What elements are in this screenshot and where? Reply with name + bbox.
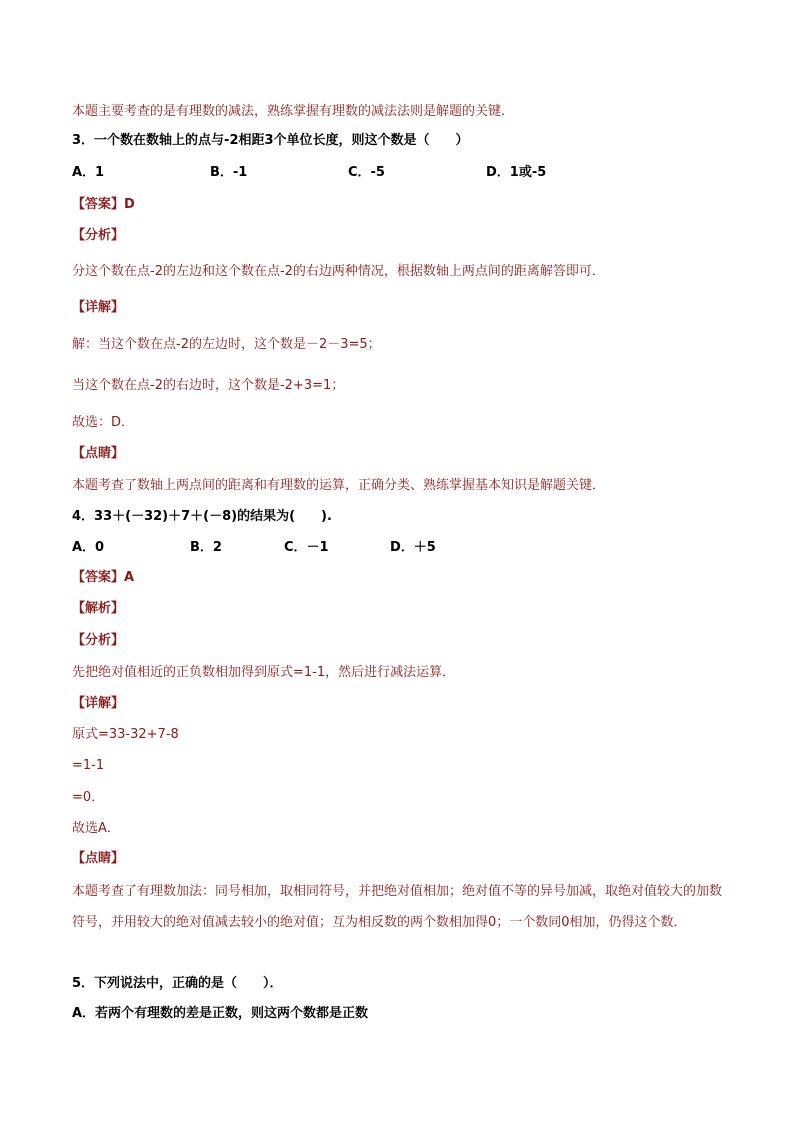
q4-choice: 故选A．	[72, 821, 120, 836]
q4-option-a: A．0	[72, 540, 105, 555]
q3-comment-text: 本题考查了数轴上两点间的距离和有理数的运算，正确分类、熟练掌握基本知识是解题关键．	[72, 478, 606, 493]
q4-option-d: D．＋5	[390, 540, 436, 555]
q3-option-c: C．-5	[348, 165, 385, 180]
q2-summary: 本题主要考查的是有理数的减法，熟练掌握有理数的减法法则是解题的关键．	[72, 104, 515, 119]
q3-option-b: B．-1	[210, 165, 248, 180]
q5-stem: 5．下列说法中，正确的是（ ）．	[72, 976, 283, 991]
q4-analysis-heading: 【分析】	[72, 633, 125, 648]
q3-option-a: A．1	[72, 165, 105, 180]
q4-detail-line-1: 原式=33-32+7-8	[72, 727, 179, 742]
q4-stem: 4．33＋(－32)＋7＋(－8)的结果为( ).	[72, 509, 332, 524]
q3-detail-heading: 【详解】	[72, 300, 125, 315]
q4-detail-heading: 【详解】	[72, 696, 125, 711]
q4-option-c: C．－1	[284, 540, 329, 555]
q4-detail-line-2: =1-1	[72, 758, 105, 773]
q5-option-a: A．若两个有理数的差是正数，则这两个数都是正数	[72, 1006, 369, 1021]
q4-analysis-text: 先把绝对值相近的正负数相加得到原式=1-1，然后进行减法运算．	[72, 665, 456, 680]
q3-answer: 【答案】D	[72, 197, 135, 212]
q4-comment-heading: 【点睛】	[72, 851, 125, 866]
q4-option-b: B．2	[190, 540, 222, 555]
q4-solution-heading: 【解析】	[72, 601, 125, 616]
q4-detail-line-3: =0．	[72, 790, 105, 805]
q3-analysis-heading: 【分析】	[72, 228, 125, 243]
q3-stem: 3．一个数在数轴上的点与-2相距3个单位长度，则这个数是（ ）	[72, 133, 469, 148]
q3-comment-heading: 【点睛】	[72, 446, 125, 461]
q3-option-d: D．1或-5	[486, 165, 547, 180]
q3-detail-line-1: 解：当这个数在点-2的左边时，这个数是－2－3=5；	[72, 337, 381, 352]
q3-choice: 故选：D．	[72, 415, 135, 430]
q3-detail-line-2: 当这个数在点-2的右边时，这个数是-2+3=1；	[72, 378, 345, 393]
q4-answer: 【答案】A	[72, 570, 135, 585]
q4-comment-text: 本题考查了有理数加法：同号相加，取相同符号，并把绝对值相加；绝对值不等的异号加减，取绝对值较大的加数符号，并用较大的绝对值减去较小的绝对值；互为相反数的两个数相加得0；一个数同0相加，仍得这个数．	[72, 884, 723, 930]
q3-analysis-text: 分这个数在点-2的左边和这个数在点-2的右边两种情况，根据数轴上两点间的距离解答即可．	[72, 264, 605, 279]
